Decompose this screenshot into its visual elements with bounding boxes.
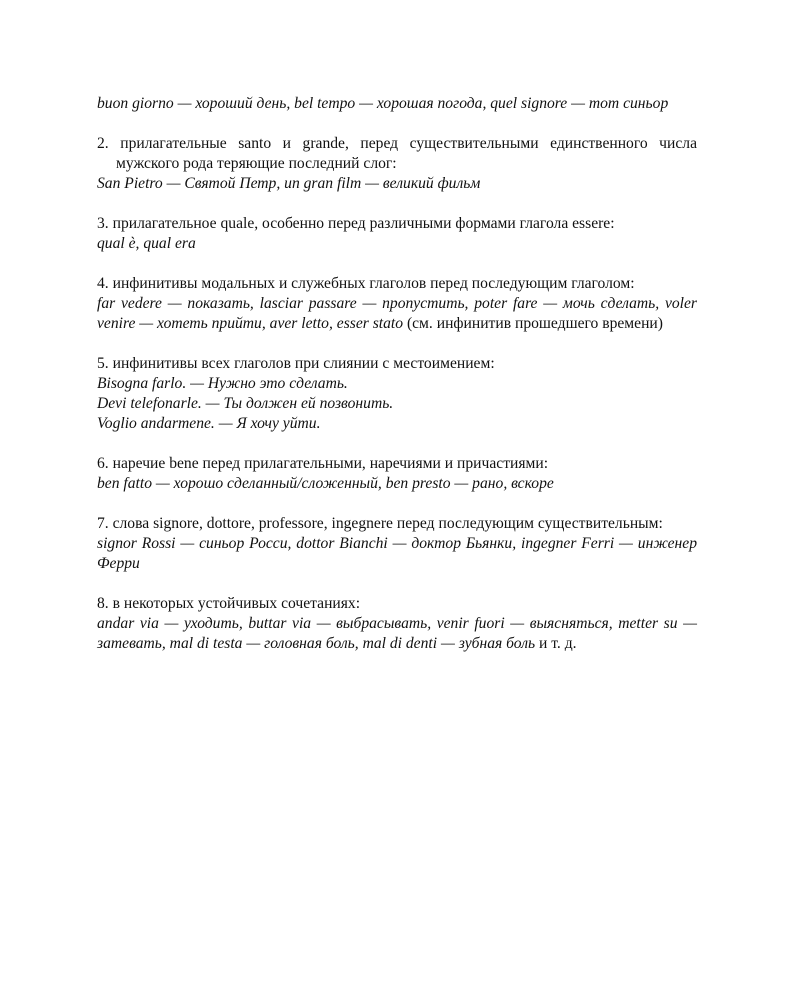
rule-heading: 7. слова signore, dottore, professore, ingegnere перед последующим существительным: (97, 515, 663, 532)
example-line: San Pietro — Святой Петр, un gran film — великий фильм (97, 175, 481, 192)
example-italic-text: andar via — уходить, buttar via — выбрасывать, venir fuori — выясняться, metter su — затевать, mal di testa — головная боль, mal di denti — зубная боль (97, 615, 697, 652)
example-line: Voglio andarmene. — Я хочу уйти. (97, 415, 321, 432)
rule-heading: 4. инфинитивы модальных и служебных глаголов перед последующим глаголом: (97, 275, 635, 292)
example-line: Devi telefonarle. — Ты должен ей позвонить. (97, 395, 394, 412)
example-line: Bisogna farlo. — Нужно это сделать. (97, 375, 348, 392)
rule-item-5 (97, 354, 697, 434)
rule-heading: 8. в некоторых устойчивых сочетаниях: (97, 595, 361, 612)
example-paragraph (97, 294, 697, 334)
example-line: ben fatto — хорошо сделанный/сложенный, ben presto — рано, вскоре (97, 475, 554, 492)
example-note-text: и т. д. (535, 635, 577, 652)
example-line: buon giorno — хороший день, bel tempo — хорошая погода, quel signore — тот синьор (97, 95, 669, 112)
rule-item-8 (97, 594, 697, 654)
rule-heading: 3. прилагательное quale, особенно перед различными формами глагола essere: (97, 215, 615, 232)
example-note-text: (см. инфинитив прошедшего времени) (403, 315, 663, 332)
rule-item-2 (97, 134, 697, 194)
example-paragraph (97, 614, 697, 654)
example-line: signor Rossi — синьор Росси, dottor Bianchi — доктор Бьянки, ingegner Ferri — инженер Ферри (97, 535, 697, 572)
rule-heading: 2. прилагательные santo и grande, перед существительными единственного числа мужского рода теряющие последний слог: (97, 135, 697, 172)
intro-example-block (97, 94, 697, 114)
rule-heading: 5. инфинитивы всех глаголов при слиянии с местоимением: (97, 355, 495, 372)
example-line: qual è, qual era (97, 235, 196, 252)
document-page (97, 94, 697, 674)
example-italic-text: far vedere — показать, lasciar passare — пропустить, poter fare — мочь сделать, voler venire — хотеть прийти, aver letto, esser stato (97, 295, 697, 332)
rule-heading: 6. наречие bene перед прилагательными, наречиями и причастиями: (97, 455, 549, 472)
rule-item-6 (97, 454, 697, 494)
rule-item-7 (97, 514, 697, 574)
rule-item-3 (97, 214, 697, 254)
rule-item-4 (97, 274, 697, 334)
